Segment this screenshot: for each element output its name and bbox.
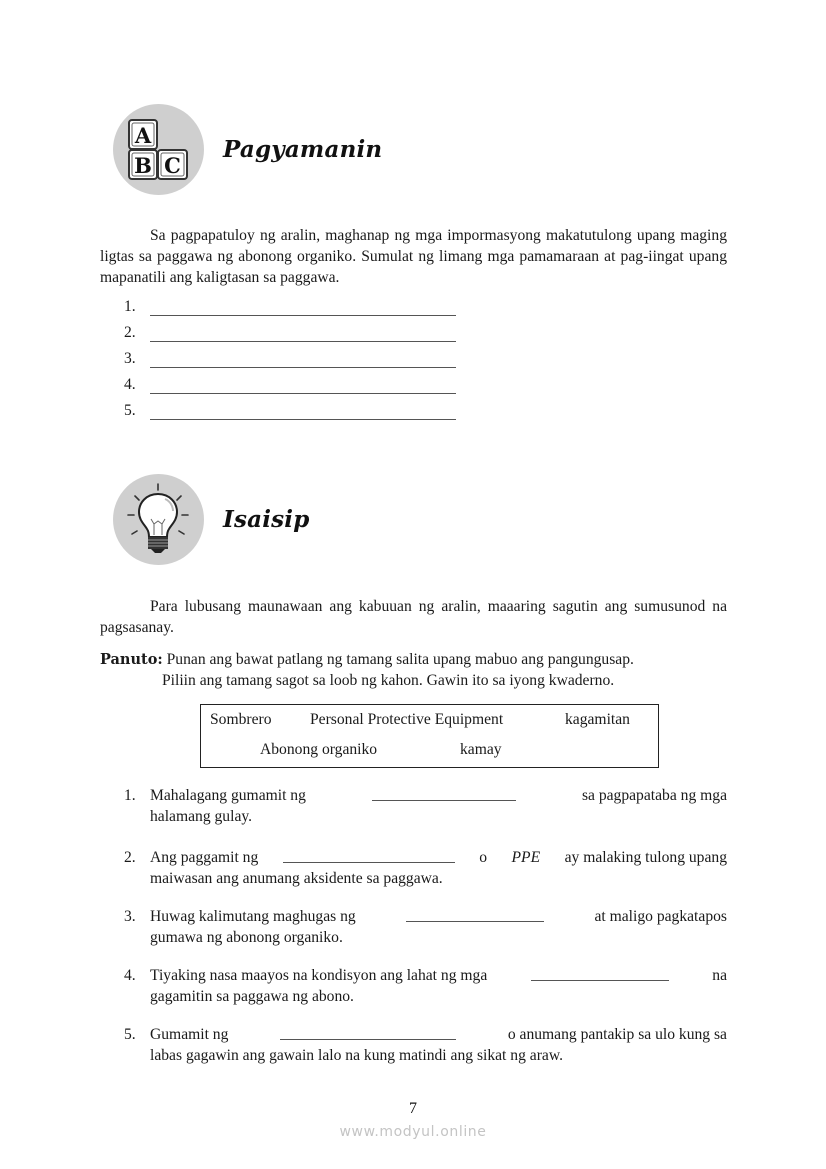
section-title: Isaisip xyxy=(223,506,310,533)
answer-blank-list xyxy=(124,298,464,428)
pagyamanin-header xyxy=(113,104,513,196)
watermark: www.modyul.online xyxy=(339,1124,487,1140)
question-item xyxy=(124,847,727,889)
isaisip-paragraph: Para lubusang maunawaan ang kabuuan ng aralin, maaaring sagutin ang sumusunod na pagsasanay. xyxy=(100,598,727,636)
question-text-continued: maiwasan ang anumang aksidente sa paggawa. xyxy=(150,870,443,887)
question-text-before: Huwag kalimutang maghugas ng xyxy=(150,908,356,925)
question-text-before: Tiyaking nasa maayos na kondisyon ang lahat ng mga xyxy=(150,967,488,984)
item-number: 4. xyxy=(124,376,136,393)
answer-blank-row xyxy=(124,324,464,350)
question-text-continued: gumawa ng abonong organiko. xyxy=(150,929,343,946)
word-bank-item: Personal Protective Equipment xyxy=(310,711,504,728)
question-text-continued: halamang gulay. xyxy=(150,808,253,825)
question-text-before: Gumamit ng xyxy=(150,1026,229,1043)
fill-in-blank[interactable] xyxy=(406,906,544,922)
item-number: 2. xyxy=(124,324,136,341)
answer-line[interactable] xyxy=(150,367,456,368)
question-number: 5. xyxy=(124,1026,136,1043)
question-number: 4. xyxy=(124,967,136,984)
answer-line[interactable] xyxy=(150,315,456,316)
question-text-after: sa pagpapataba ng mga xyxy=(581,787,727,804)
instructions-line-1: Punan ang bawat patlang ng tamang salita upang mabuo ang pangungusap. xyxy=(166,651,634,668)
question-item xyxy=(124,785,727,827)
fill-in-blank[interactable] xyxy=(283,847,455,863)
question-number: 1. xyxy=(124,787,136,804)
question-number: 2. xyxy=(124,849,136,866)
fill-in-blank[interactable] xyxy=(372,785,516,801)
question-text-connector: o xyxy=(479,849,488,866)
svg-text:A: A xyxy=(134,123,152,148)
pagyamanin-paragraph: Sa pagpapatuloy ng aralin, maghanap ng mga impormasyong makatutulong upang maging ligtas sa paggawa ng abonong organiko. Sumulat ng limang mga pamamaraan at pag-iingat upang mapanatili ang kaligtasan sa paggawa. xyxy=(100,227,727,286)
answer-blank-row xyxy=(124,298,464,324)
svg-text:B: B xyxy=(134,153,152,178)
fill-in-blank[interactable] xyxy=(531,965,669,981)
question-text-continued: gagamitin sa paggawa ng abono. xyxy=(150,988,354,1005)
item-number: 1. xyxy=(124,298,136,315)
light-bulb-icon xyxy=(113,474,204,565)
fill-in-blank[interactable] xyxy=(280,1024,456,1040)
answer-blank-row xyxy=(124,350,464,376)
question-number: 3. xyxy=(124,908,136,925)
answer-line[interactable] xyxy=(150,341,456,342)
question-text-after: ay malaking tulong upang xyxy=(564,849,727,866)
answer-line[interactable] xyxy=(150,419,456,420)
item-number: 5. xyxy=(124,402,136,419)
instructions xyxy=(100,649,740,691)
abc-blocks-icon xyxy=(113,104,204,195)
question-item xyxy=(124,965,727,1007)
word-bank-item: kagamitan xyxy=(565,711,630,728)
isaisip-header xyxy=(113,474,513,566)
question-text-continued: labas gagawin ang gawain lalo na kung matindi ang sikat ng araw. xyxy=(150,1047,563,1064)
question-item xyxy=(124,1024,727,1066)
instructions-label: Panuto: xyxy=(100,651,163,668)
word-bank-item: Sombrero xyxy=(210,711,272,728)
instructions-line-2: Piliin ang tamang sagot sa loob ng kahon. Gawin ito sa iyong kwaderno. xyxy=(162,672,615,689)
item-number: 3. xyxy=(124,350,136,367)
question-text-before: Ang paggamit ng xyxy=(150,849,259,866)
question-text-before: Mahalagang gumamit ng xyxy=(150,787,306,804)
question-text-after: o anumang pantakip sa ulo kung sa xyxy=(507,1026,727,1043)
section-title: Pagyamanin xyxy=(223,136,383,163)
word-bank-item: Abonong organiko xyxy=(260,741,378,758)
ppe-abbreviation: PPE xyxy=(511,849,541,866)
word-bank-item: kamay xyxy=(460,741,502,758)
answer-blank-row xyxy=(124,402,464,428)
page-number: 7 xyxy=(409,1100,417,1117)
question-text-after: na xyxy=(712,967,727,984)
question-text-after: at maligo pagkatapos xyxy=(594,908,727,925)
answer-blank-row xyxy=(124,376,464,402)
svg-text:C: C xyxy=(164,153,181,178)
question-item xyxy=(124,906,727,948)
word-bank-box xyxy=(200,704,659,768)
answer-line[interactable] xyxy=(150,393,456,394)
